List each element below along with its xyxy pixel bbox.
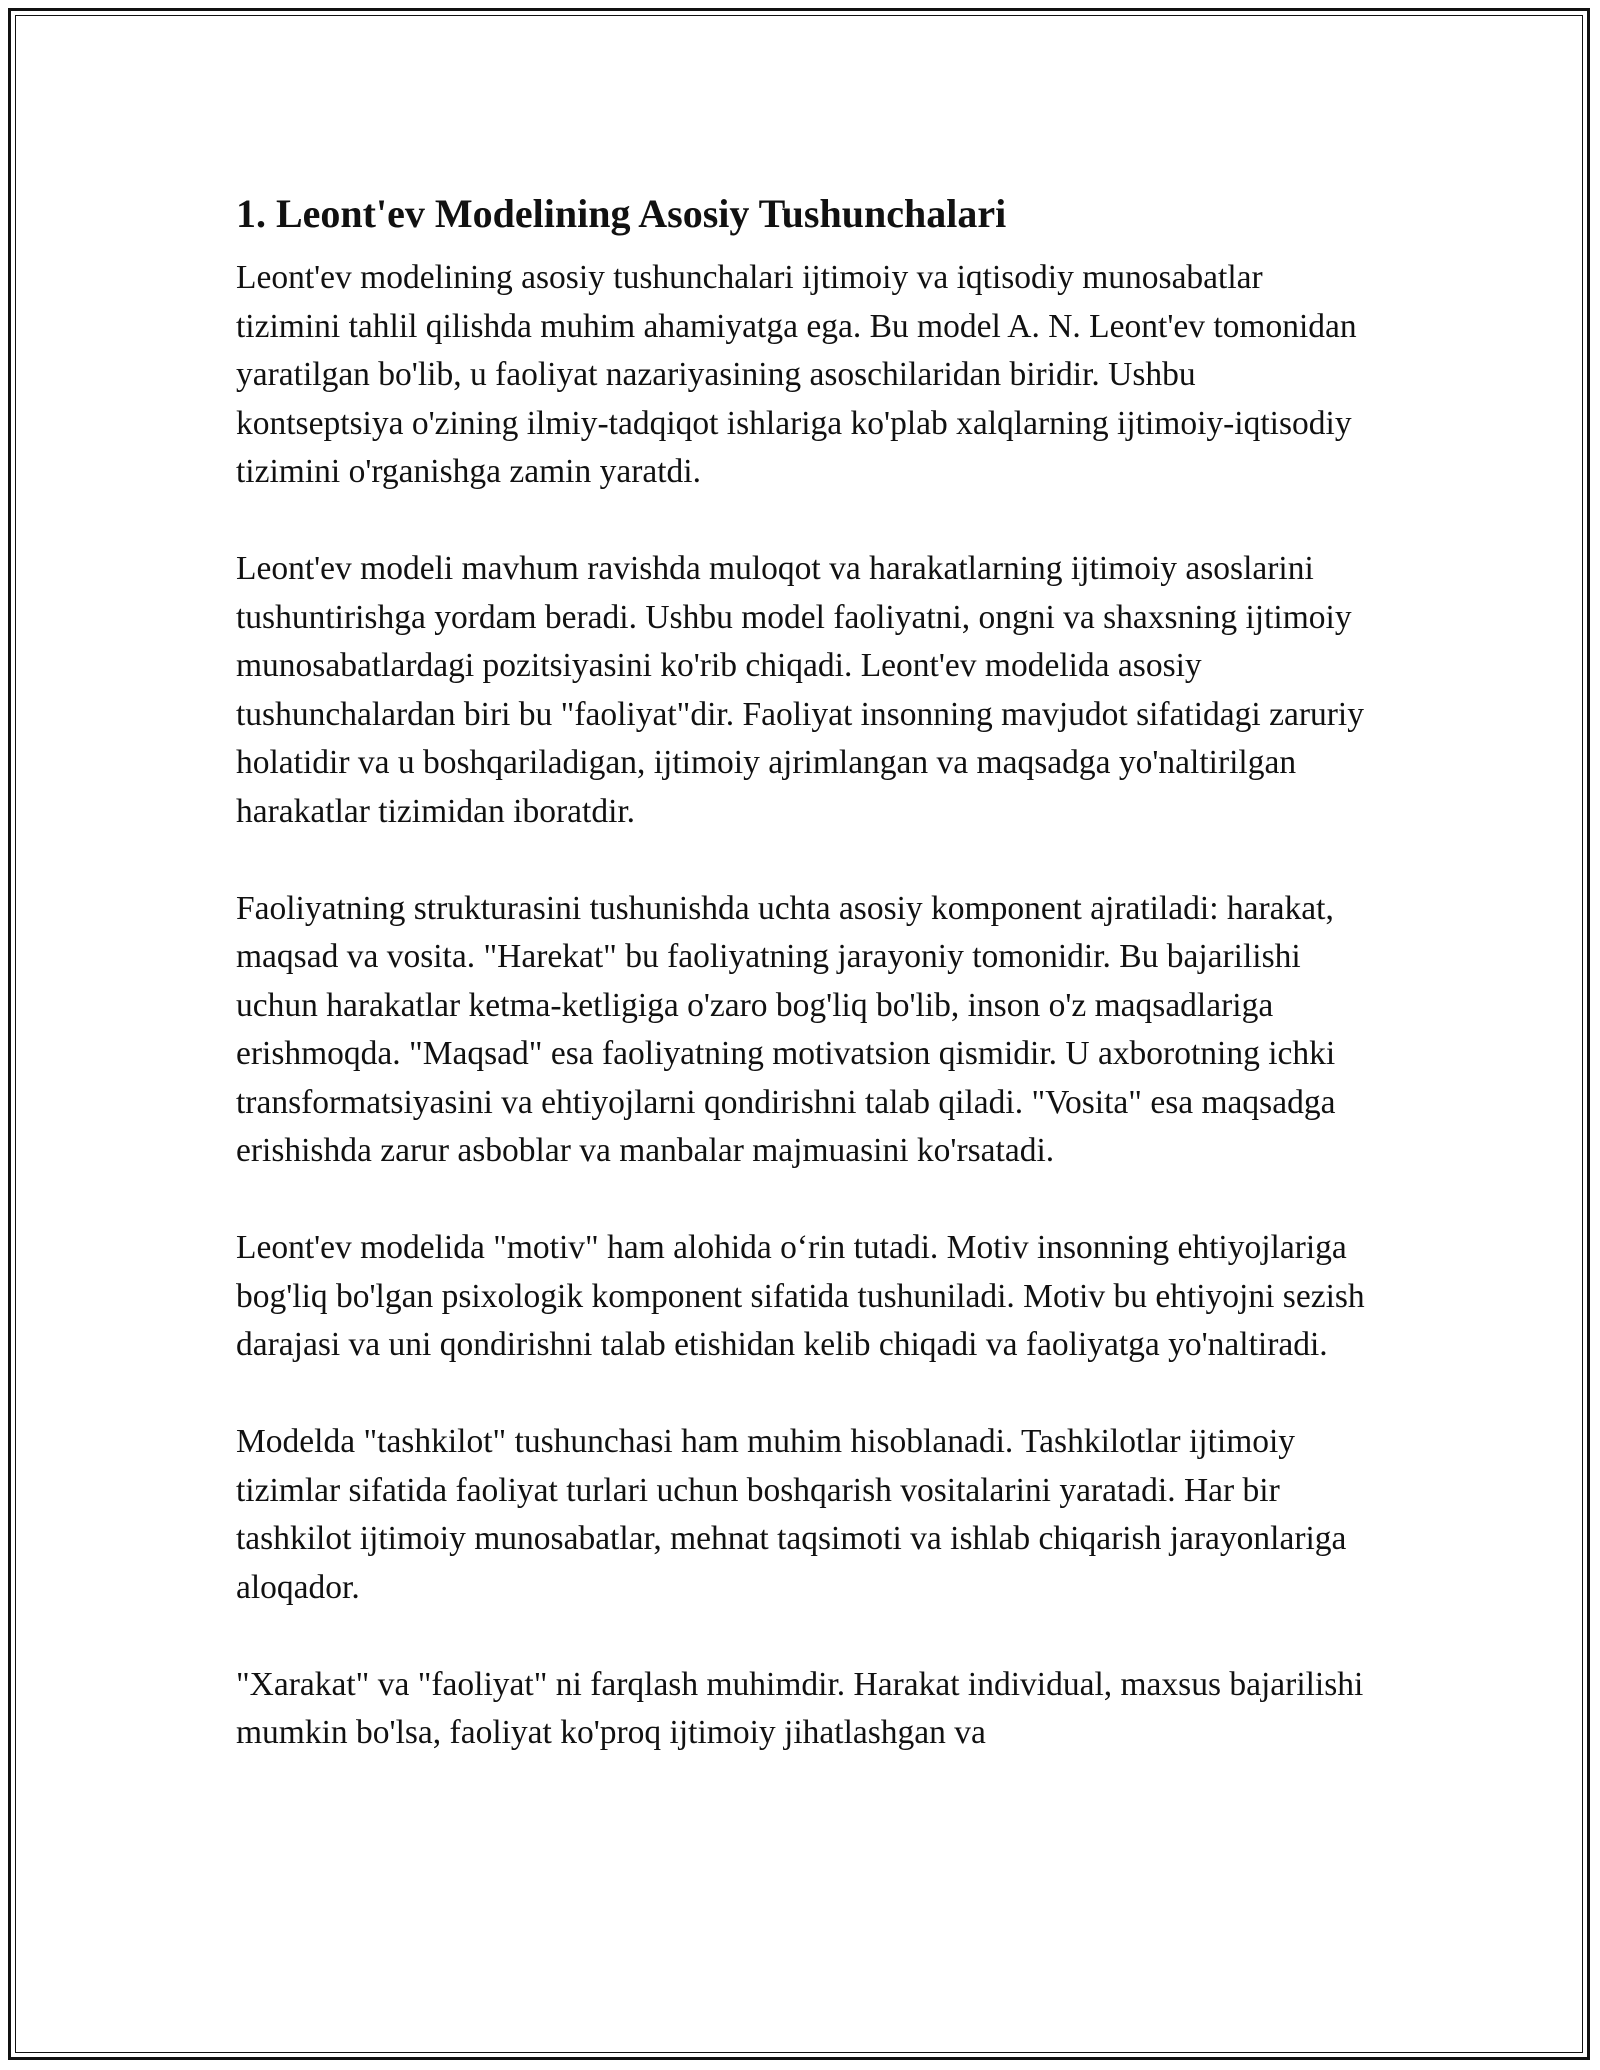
paragraph-5: Modelda "tashkilot" tushunchasi ham muhim hisoblanadi. Tashkilotlar ijtimoiy tizimlar sifatida faoliyat turlari uchun boshqarish vositalarini yaratadi. Har bir tashkilot ijtimoiy munosabatlar, mehnat taqsimoti va ishlab chiqarish jarayonlariga aloqador. <box>236 1423 1347 1606</box>
paragraph-4: Leont'ev modelida "motiv" ham alohida o‘rin tutadi. Motiv insonning ehtiyojlariga bog'liq bo'lgan psixologik komponent sifatida tushuniladi. Motiv bu ehtiyojni sezish darajasi va uni qondirishni talab etishidan kelib chiqadi va faoliyatga yo'naltiradi. <box>236 1229 1365 1363</box>
document-body <box>236 186 1366 1806</box>
paragraph-2: Leont'ev modeli mavhum ravishda muloqot va harakatlarning ijtimoiy asoslarini tushuntirishga yordam beradi. Ushbu model faoliyatni, ongni va shaxsning ijtimoiy munosabatlardagi pozitsiyasini ko'rib chiqadi. Leont'ev modelida asosiy tushunchalardan biri bu "faoliyat"dir. Faoliyat insonning mavjudot sifatidagi zaruriy holatidir va u boshqariladigan, ijtimoiy ajrimlangan va maqsadga yo'naltirilgan harakatlar tizimidan iboratdir. <box>236 550 1364 830</box>
section-heading: 1. Leont'ev Modelining Asosiy Tushunchalari <box>236 191 1007 236</box>
paragraph-1: Leont'ev modelining asosiy tushunchalari ijtimoiy va iqtisodiy munosabatlar tizimini tahlil qilishda muhim ahamiyatga ega. Bu model A. N. Leont'ev tomonidan yaratilgan bo'lib, u faoliyat nazariyasining asoschilaridan biridir. Ushbu kontseptsiya o'zining ilmiy-tadqiqot ishlariga ko'plab xalqlarning ijtimoiy-iqtisodiy tizimini o'rganishga zamin yaratdi. <box>236 259 1357 490</box>
paragraph-3: Faoliyatning strukturasini tushunishda uchta asosiy komponent ajratiladi: harakat, maqsad va vosita. "Harekat" bu faoliyatning jarayoniy tomonidir. Bu bajarilishi uchun harakatlar ketma-ketligiga o'zaro bog'liq bo'lib, inson o'z maqsadlariga erishmoqda. "Maqsad" esa faoliyatning motivatsion qismidir. U axborotning ichki transformatsiyasini va ehtiyojlarni qondirishni talab qiladi. "Vosita" esa maqsadga erishishda zarur asboblar va manbalar majmuasini ko'rsatadi. <box>236 889 1336 1169</box>
paragraph-6: "Xarakat" va "faoliyat" ni farqlash muhimdir. Harakat individual, maxsus bajarilishi mumkin bo'lsa, faoliyat ko'proq ijtimoiy jihatlashgan va <box>236 1665 1364 1751</box>
